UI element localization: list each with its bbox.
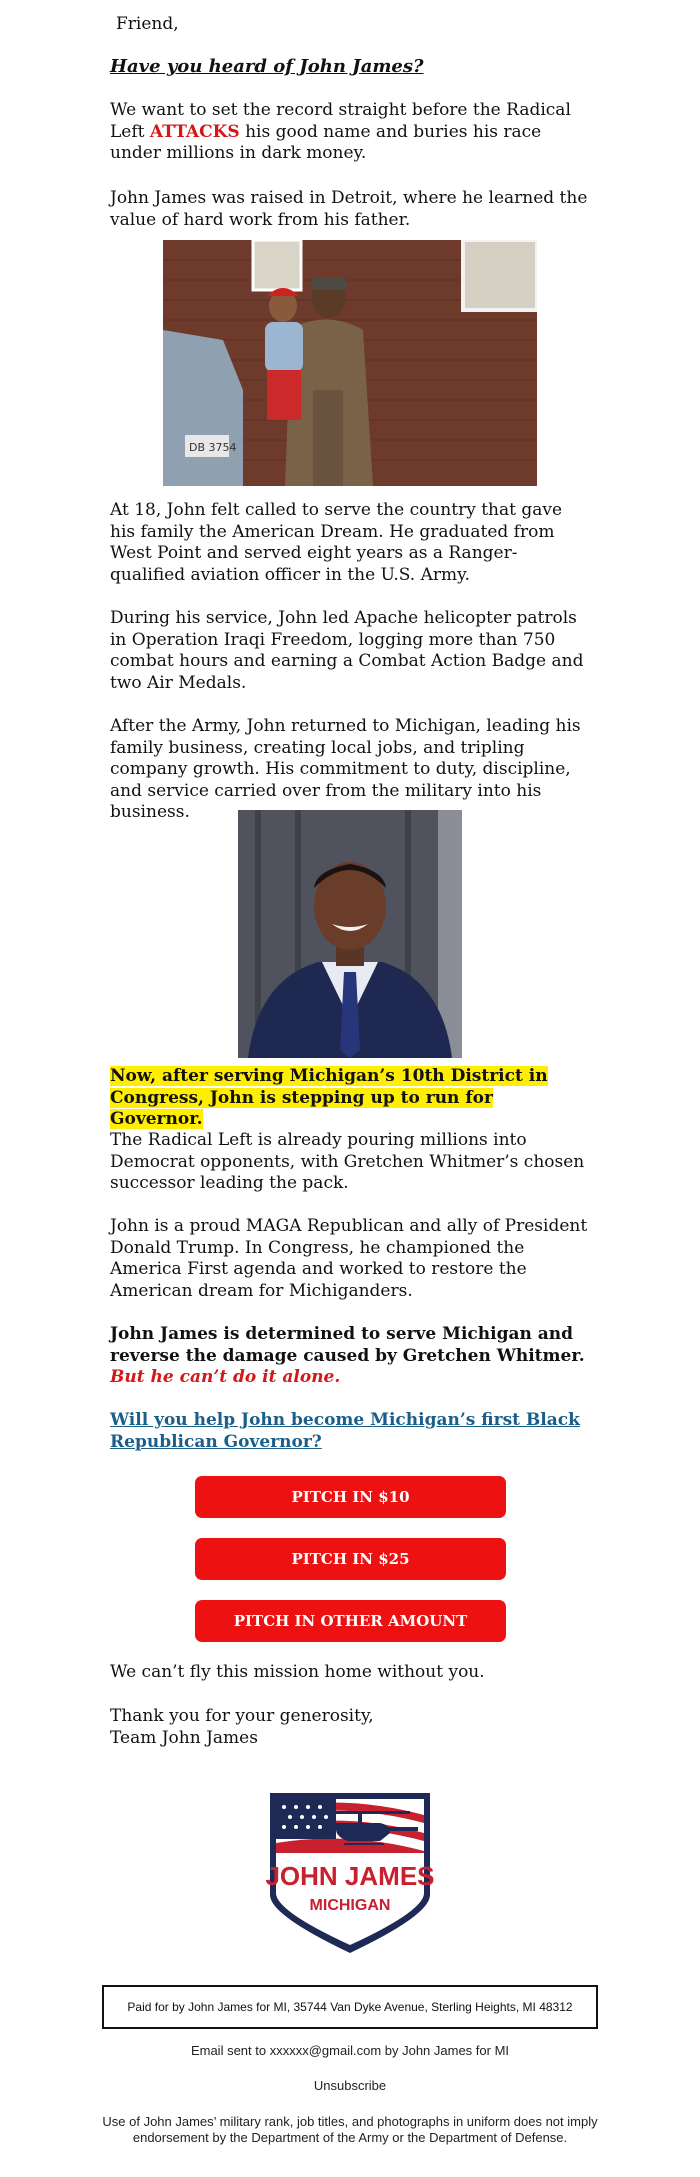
after-army-text: After the Army, John returned to Michigan, leading his family business, creating local jobs, and tripling company growth. His commitment to duty, discipline, and service carried over from the military into his business. — [110, 716, 581, 822]
attacks-word: ATTACKS — [149, 121, 240, 142]
pitch-in-other-button[interactable]: PITCH IN OTHER AMOUNT — [195, 1600, 506, 1642]
logo-name: JOHN JAMES — [265, 1861, 435, 1891]
svg-text:DB 3754: DB 3754 — [189, 441, 237, 454]
childhood-photo — [163, 240, 537, 486]
john-james-logo — [240, 1785, 460, 1955]
after-army-paragraph — [110, 716, 590, 824]
radical-text: The Radical Left is already pouring millions into Democrat opponents, with Gretchen Whitmer’s chosen successor leading the pack. — [110, 1130, 585, 1193]
cant-alone-text: But he can’t do it alone. — [110, 1367, 341, 1387]
maga-text: John is a proud MAGA Republican and ally of President Donald Trump. In Congress, he championed the America First agenda and worked to restore the American dream for Michiganders. — [110, 1216, 588, 1301]
unsubscribe-link[interactable] — [100, 2078, 600, 2094]
portrait-photo — [238, 810, 462, 1058]
age18-text: At 18, John felt called to serve the country that gave his family the American Dream. He graduated from West Point and served eight years as a Ranger-qualified aviation officer in the U.S. Army. — [110, 500, 563, 585]
detroit-paragraph — [110, 188, 590, 231]
determined-text: John James is determined to serve Michigan and reverse the damage caused by Gretchen Whitmer. — [110, 1324, 585, 1366]
determined-paragraph — [110, 1324, 590, 1389]
thanks-paragraph — [110, 1706, 590, 1749]
ask-link[interactable]: Will you help John become Michigan’s first Black Republican Governor? — [110, 1410, 580, 1452]
highlight-paragraph — [110, 1066, 590, 1131]
heading — [110, 56, 590, 78]
service-paragraph — [110, 608, 590, 694]
pitch-in-25-button[interactable]: PITCH IN $25 — [195, 1538, 506, 1580]
greeting: Friend, — [116, 14, 179, 34]
email-sent-text: Email sent to xxxxxx@gmail.com by John James for MI — [190, 2043, 510, 2058]
mission-text: We can’t fly this mission home without you. — [110, 1662, 485, 1682]
governor-highlight: Now, after serving Michigan’s 10th District in Congress, John is stepping up to run for Governor. — [110, 1066, 548, 1129]
ask-paragraph — [110, 1410, 590, 1453]
service-text: During his service, John led Apache helicopter patrols in Operation Iraqi Freedom, logging more than 750 combat hours and earning a Combat Action Badge and two Air Medals. — [110, 608, 584, 693]
intro-paragraph — [110, 100, 590, 165]
thanks-text: Thank you for your generosity, — [110, 1706, 374, 1726]
logo-state: MICHIGAN — [309, 1897, 391, 1914]
paid-for-box: Paid for by John James for MI, 35744 Van Dyke Avenue, Sterling Heights, MI 48312 — [102, 1985, 598, 2029]
radical-paragraph — [110, 1130, 590, 1195]
signoff-text: Team John James — [110, 1727, 258, 1748]
unsubscribe-anchor[interactable]: Unsubscribe — [313, 2078, 387, 2093]
pitch-in-10-button[interactable]: PITCH IN $10 — [195, 1476, 506, 1518]
intro-after: his good name and buries his race under millions in dark money. — [110, 121, 542, 163]
maga-paragraph — [110, 1216, 590, 1302]
disclaimer-text: Use of John James’ military rank, job titles, and photographs in uniform does not imply endorsement by the Department of the Army or the Department of Defense. — [102, 2114, 598, 2145]
mission-paragraph — [110, 1662, 590, 1684]
age18-paragraph — [110, 500, 590, 586]
intro-before: We want to set the record straight before the Radical Left — [110, 100, 571, 142]
detroit-text: John James was raised in Detroit, where he learned the value of hard work from his father. — [110, 188, 588, 230]
heading-text: Have you heard of John James? — [110, 56, 424, 77]
